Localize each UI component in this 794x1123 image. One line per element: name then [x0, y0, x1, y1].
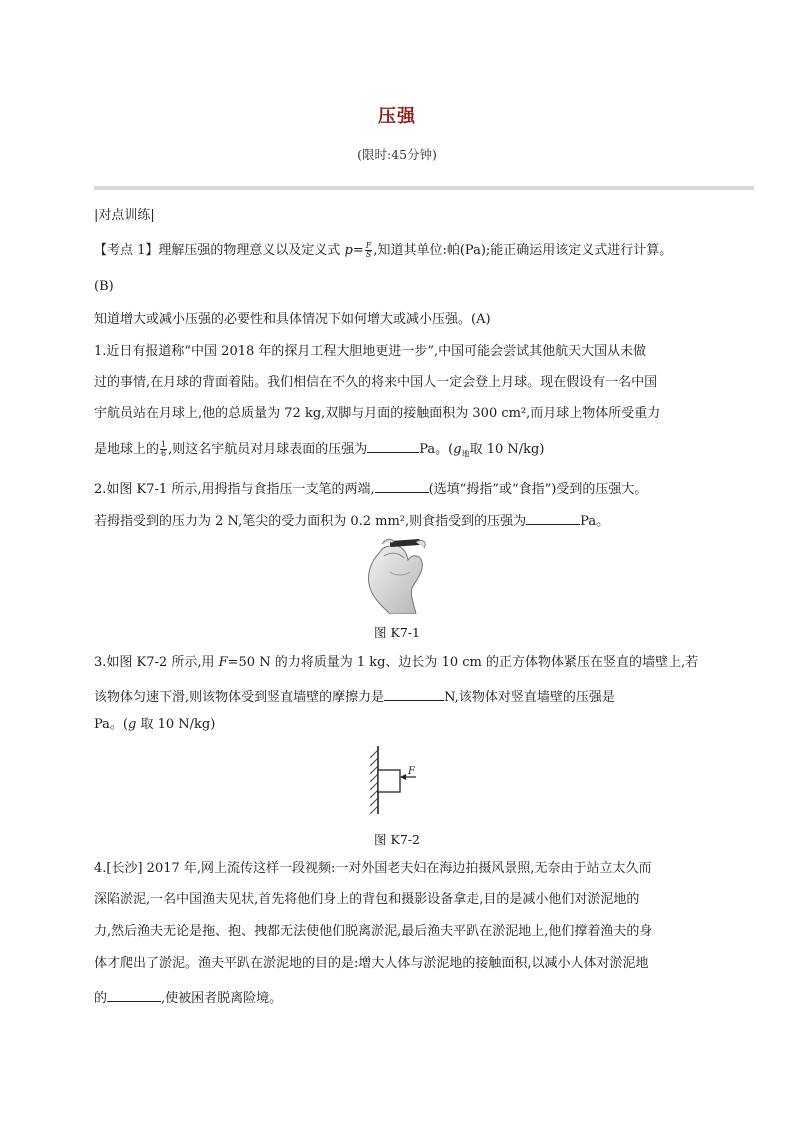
kaodian-1: [94, 242, 714, 260]
g-subscript: 地: [461, 449, 470, 459]
force-var: F: [218, 655, 228, 670]
q3-l3-text-b: 取 10 N/kg): [136, 717, 216, 732]
frac-numerator: F: [365, 241, 372, 250]
q4-answer-blank[interactable]: [107, 987, 161, 1002]
q3-answer-blank-1[interactable]: [384, 686, 444, 701]
g-var: g: [128, 717, 137, 732]
q4-line3: 力,然后渔夫无论是拖、抱、拽都无法使他们脱离淤泥,最后渔夫平趴在淤泥地上,他们撑着渔夫的身: [94, 924, 653, 939]
q1-l4-text-b: ,则这名宇航员对月球表面的压强为: [168, 442, 368, 457]
q2-line1: [94, 478, 714, 499]
g-var: g: [453, 442, 462, 457]
pressure-formula-fraction: [365, 242, 373, 259]
q3-l1-text-a: 3.如图 K7-2 所示,用: [94, 655, 219, 670]
q3-l1-text-b: =50 N 的力将质量为 1 kg、边长为 10 cm 的正方体物体紧压在竖直的墙壁上,若: [227, 655, 699, 670]
q3-l2-text-a: 该物体匀速下滑,则该物体受到竖直墙壁的摩擦力是: [94, 690, 385, 705]
q4-l5-text-b: ,使被困者脱离险境。: [161, 991, 283, 1006]
level-b: (B): [94, 279, 114, 294]
header-divider: [94, 186, 754, 190]
q3-l2-text-b: N,该物体对竖直墙壁的压强是: [444, 690, 615, 705]
kaodian-suffix: ,知道其单位:帕(Pa);能正确运用该定义式进行计算。: [373, 243, 673, 258]
q4-line2: 深陷淤泥,一名中国渔夫见状,首先将他们身上的背包和摄影设备拿走,目的是减小他们对淤泥地的: [94, 892, 640, 907]
q3-line3: [94, 716, 714, 734]
frac-denominator: 6: [161, 449, 167, 458]
q1-line2: 过的事情,在月球的背面着陆。我们相信在不久的将来中国人一定会登上月球。现在假设有一名中国: [94, 375, 658, 390]
q4-l5-text-a: 的: [94, 991, 108, 1006]
time-limit: (限时:45分钟): [357, 147, 437, 162]
kaodian-line2: 知道增大或减小压强的必要性和具体情况下如何增大或减小压强。(A): [94, 312, 491, 327]
q2-answer-blank-1[interactable]: [375, 478, 429, 493]
q2-answer-blank-2[interactable]: [526, 510, 580, 525]
frac-numerator: 1: [161, 440, 167, 449]
page-title: 压强: [378, 106, 416, 127]
q2-l2-text-b: Pa。: [580, 514, 610, 529]
kaodian-prefix: 【考点 1】理解压强的物理意义以及定义式: [94, 243, 345, 258]
q1-line1: 1.近日有报道称“中国 2018 年的探月工程大胆地更进一步”,中国可能会尝试其他航天大国从未做: [94, 344, 647, 359]
q1-line4: [94, 438, 714, 464]
q1-answer-blank[interactable]: [367, 438, 419, 453]
q4-line4: 体才爬出了淤泥。渔夫平趴在淤泥地的目的是:增大人体与淤泥地的接触面积,以减小人体对淤泥地: [94, 956, 649, 971]
figure-caption-k7-2: 图 K7-2: [374, 832, 420, 847]
q1-line3: 宇航员站在月球上,他的总质量为 72 kg,双脚与月面的接触面积为 300 cm²,而月球上物体所受重力: [94, 406, 661, 421]
q3-l3-text-a: Pa。(: [94, 717, 128, 732]
q2-line2: [94, 510, 714, 531]
q2-l1-text-a: 2.如图 K7-1 所示,用拇指与食指压一支笔的两端,: [94, 482, 375, 497]
q3-line2: [94, 686, 714, 707]
q1-l4-text-a: 是地球上的: [94, 442, 160, 457]
q3-line1: [94, 654, 714, 672]
wall-block-figure: [362, 744, 434, 816]
frac-denominator: S: [365, 250, 372, 259]
q1-l4-text-d: 取 10 N/kg): [469, 442, 545, 457]
pressure-var: p: [344, 243, 353, 258]
section-label: |对点训练|: [94, 208, 155, 223]
equals-sign: =: [352, 243, 364, 258]
hand-pen-figure: [360, 532, 434, 614]
q2-l2-text-a: 若拇指受到的压力为 2 N,笔尖的受力面积为 0.2 mm²,则食指受到的压强为: [94, 514, 527, 529]
q4-line1: 4.[长沙] 2017 年,网上流传这样一段视频:一对外国老夫妇在海边拍摄风景照,无奈由于站立太久而: [94, 861, 652, 876]
force-label: F: [408, 766, 415, 777]
one-sixth-fraction: [160, 441, 167, 458]
q2-l1-text-b: (选填“拇指”或“食指”)受到的压强大。: [428, 482, 648, 497]
q4-line5: [94, 987, 714, 1008]
q1-l4-text-c: Pa。(: [419, 442, 454, 457]
figure-caption-k7-1: 图 K7-1: [374, 625, 420, 640]
